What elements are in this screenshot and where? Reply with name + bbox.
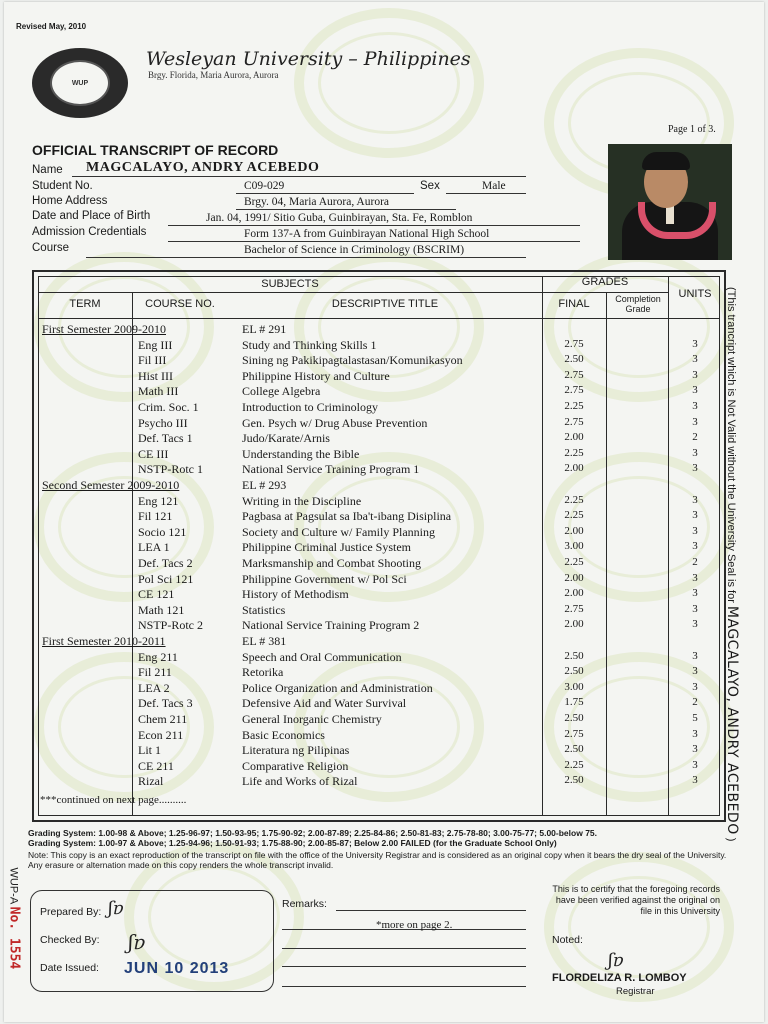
registrar-signature: ʃɐ [608, 950, 624, 971]
course-no-header: COURSE NO. [145, 298, 215, 310]
descriptive-title: Speech and Oral Communication [242, 649, 402, 664]
grading-system-1: Grading System: 1.00-98 & Above; 1.25-96-97; 1.50-93-95; 1.75-90-92; 2.00-87-89; 2.25-84-86; 2.50-81-83; 2.75-78-80; 3.00-75-77; 5.00-below 75. [28, 828, 598, 838]
descriptive-title: Study and Thinking Skills 1 [242, 337, 377, 352]
final-grade: 2.25 [564, 400, 584, 412]
descriptive-title: Basic Economics [242, 727, 325, 742]
descriptive-title: Sining ng Pakikipagtalastasan/Komunikasyon [242, 353, 463, 368]
control-number [4, 867, 24, 1000]
descriptive-title: EL # 291 [242, 322, 287, 336]
admission-label: Admission Credentials [32, 226, 147, 238]
course-no: Def. Tacs 3 [138, 696, 193, 711]
units-value: 2 [692, 696, 698, 709]
units-value: 3 [692, 337, 698, 350]
units-value: 2 [692, 431, 698, 444]
table-row [34, 540, 724, 556]
checked-by-label: Checked By: [40, 934, 100, 946]
final-grade: 2.00 [564, 587, 584, 600]
units-value: 3 [692, 493, 698, 506]
descriptive-title: National Service Training Program 1 [242, 462, 420, 477]
sex-label: Sex [420, 180, 440, 192]
course-no: CE III [138, 446, 169, 461]
table-row [34, 634, 724, 650]
university-seal-icon [32, 48, 128, 118]
units-header: UNITS [678, 288, 712, 300]
table-row [34, 338, 724, 354]
course-no: LEA 2 [138, 680, 170, 695]
student-no: C09-029 [244, 180, 285, 192]
table-row [34, 759, 724, 775]
descriptive-title: Understanding the Bible [242, 446, 360, 461]
descriptive-title: Society and Culture w/ Family Planning [242, 524, 435, 539]
subjects-header: SUBJECTS [261, 278, 319, 290]
course-no: Eng 121 [138, 493, 179, 508]
final-grade: 2.00 [564, 618, 584, 631]
descriptive-title: Pagbasa at Pagsulat sa Iba't-ibang Disiplina [242, 509, 452, 524]
wup-number: No. 1554 [6, 906, 22, 970]
units-value: 3 [692, 649, 698, 662]
course-no: Rizal [138, 774, 164, 789]
table-row [34, 681, 724, 697]
final-header: FINAL [558, 298, 590, 310]
units-value: 3 [692, 587, 698, 600]
course-no: Psycho III [138, 415, 188, 430]
table-row [34, 431, 724, 447]
prepared-signature: ʃɐ [108, 898, 124, 919]
course-no: Math III [138, 384, 179, 399]
table-row [34, 400, 724, 416]
validity-close: ) [725, 837, 737, 842]
final-grade: 2.25 [564, 446, 584, 459]
document-title: OFFICIAL TRANSCRIPT OF RECORD [32, 142, 279, 158]
course-no: NSTP-Rotc 2 [138, 618, 204, 633]
handwritten-name: MAGCALAYO, ANDRY ACEBEDO [724, 605, 740, 835]
checked-signature: ʃɐ [128, 930, 146, 954]
university-name: Wesleyan University – Philippines [146, 48, 471, 70]
course-no: LEA 1 [138, 540, 170, 555]
student-no-label: Student No. [32, 180, 93, 192]
descriptive-title: Retorika [242, 665, 284, 680]
term-header: TERM [69, 298, 101, 310]
units-value: 3 [692, 353, 698, 366]
descriptive-title: Philippine Government w/ Pol Sci [242, 571, 407, 586]
admission-value: Form 137-A from Guinbirayan National High School [244, 228, 490, 240]
course-no: Fil 211 [138, 665, 172, 680]
final-grade: 2.00 [564, 431, 584, 444]
table-row [34, 603, 724, 619]
final-grade: 2.50 [564, 774, 584, 787]
course-no: Eng 211 [138, 649, 178, 664]
reproduction-note: Note: This copy is an exact reproduction of the transcript on file with the office of the University Registrar and is considered as an original copy when it bears the dry seal of the University. Any erasure or alternation made on this copy renders the whole transcript invalid. [28, 850, 727, 870]
course-no: Hist III [138, 368, 173, 383]
grading-system [28, 828, 597, 848]
course-no: Pol Sci 121 [138, 571, 194, 586]
final-grade: 2.50 [564, 712, 584, 724]
descriptive-title: Philippine History and Culture [242, 368, 390, 383]
final-grade: 2.75 [564, 415, 584, 428]
units-value: 3 [692, 680, 698, 693]
course-label: Course [32, 242, 70, 254]
final-grade: 3.00 [564, 680, 584, 693]
final-grade: 2.25 [564, 758, 584, 771]
student-photo [608, 144, 732, 260]
units-value: 3 [692, 743, 698, 756]
units-value: 3 [692, 509, 698, 522]
units-value: 3 [692, 524, 698, 537]
final-grade: 1.75 [564, 696, 584, 709]
table-row [34, 478, 724, 494]
descriptive-title: Philippine Criminal Justice System [242, 540, 411, 555]
descriptive-title: Comparative Religion [242, 758, 349, 773]
wup-label: WUP-A [7, 867, 20, 904]
course-no: Crim. Soc. 1 [138, 400, 199, 414]
course-no: Lit 1 [138, 743, 161, 758]
units-value: 2 [692, 556, 698, 568]
table-row [34, 572, 724, 588]
descriptive-title: Literatura ng Pilipinas [242, 743, 350, 758]
table-row [34, 712, 724, 728]
units-value: 3 [692, 384, 698, 397]
date-stamp: JUN 10 2013 [124, 960, 230, 977]
descriptive-title: Life and Works of Rizal [242, 774, 358, 789]
descriptive-title: Statistics [242, 602, 286, 617]
table-row [34, 416, 724, 432]
units-value: 3 [692, 400, 698, 412]
remarks-label: Remarks: [282, 898, 327, 910]
descriptive-title: College Algebra [242, 384, 321, 399]
units-value: 3 [692, 415, 698, 428]
course-no: Socio 121 [138, 524, 187, 539]
descriptive-title: EL # 381 [242, 634, 287, 648]
units-value: 3 [692, 602, 698, 615]
course-no: Fil 121 [138, 509, 173, 524]
table-row [34, 525, 724, 541]
table-row [34, 587, 724, 603]
course-no: NSTP-Rotc 1 [138, 462, 204, 477]
table-row [34, 743, 724, 759]
final-grade: 2.50 [564, 353, 584, 366]
term-label: First Semester 2009-2010 [42, 322, 166, 336]
registrar-title: Registrar [616, 986, 655, 997]
table-row [34, 353, 724, 369]
descriptive-title-header: DESCRIPTIVE TITLE [331, 298, 439, 310]
term-label: Second Semester 2009-2010 [42, 478, 180, 492]
units-value: 3 [692, 446, 698, 459]
noted-label: Noted: [552, 934, 583, 946]
table-row [34, 494, 724, 510]
seal-center: WUP [50, 60, 110, 106]
units-value: 5 [692, 712, 698, 724]
units-value: 3 [692, 758, 698, 771]
descriptive-title: Gen. Psych w/ Drug Abuse Prevention [242, 415, 428, 430]
registrar-name: FLORDELIZA R. LOMBOY [552, 972, 687, 984]
course-no: Def. Tacs 1 [138, 431, 193, 446]
table-row [34, 696, 724, 712]
course-no: CE 211 [138, 758, 174, 773]
validity-text: (This trancript which is Not Valid without the University Seal is for [725, 287, 737, 603]
revision-note: Revised May, 2010 [16, 22, 87, 31]
name-label: Name [32, 164, 63, 176]
table-row [34, 384, 724, 400]
units-value: 3 [692, 665, 698, 678]
grading-system-2: Grading System: 1.00-97 & Above; 1.25-94-96; 1.50-91-93; 1.75-88-90; 2.00-85-87; Below 2.00 FAILED (for the Graduate School Only) [28, 838, 557, 848]
descriptive-title: EL # 293 [242, 478, 287, 492]
table-row [34, 618, 724, 634]
table-row [34, 322, 724, 338]
term-label: First Semester 2010-2011 [42, 634, 166, 648]
course-no: Chem 211 [138, 712, 188, 726]
sex-value: Male [482, 180, 506, 192]
final-grade: 2.75 [564, 337, 584, 350]
final-grade: 2.75 [564, 384, 584, 397]
units-value: 3 [692, 462, 698, 475]
final-grade: 2.75 [564, 368, 584, 381]
completion-header: Completion Grade [615, 294, 661, 314]
table-row [34, 665, 724, 681]
table-row [34, 447, 724, 463]
descriptive-title: General Inorganic Chemistry [242, 712, 382, 726]
continued-note: ***continued on next page.......... [40, 794, 187, 806]
units-value: 3 [692, 774, 698, 787]
descriptive-title: Judo/Karate/Arnis [242, 431, 330, 446]
descriptive-title: History of Methodism [242, 587, 349, 602]
grades-header: GRADES [581, 276, 629, 288]
final-grade: 2.25 [564, 493, 584, 506]
units-value: 3 [692, 571, 698, 584]
course-no: Def. Tacs 2 [138, 556, 193, 570]
final-grade: 2.75 [564, 602, 584, 615]
final-grade: 2.25 [564, 556, 584, 568]
descriptive-title: Marksmanship and Combat Shooting [242, 556, 421, 570]
watermark-seal [294, 8, 484, 158]
birth-value: Jan. 04, 1991/ Sitio Guba, Guinbirayan, Sta. Fe, Romblon [206, 212, 473, 224]
home-address-label: Home Address [32, 195, 108, 207]
descriptive-title: National Service Training Program 2 [242, 618, 420, 633]
final-grade: 2.00 [564, 462, 584, 475]
course-no: Fil III [138, 353, 167, 368]
descriptive-title: Police Organization and Administration [242, 680, 433, 695]
table-row [34, 509, 724, 525]
final-grade: 2.50 [564, 649, 584, 662]
final-grade: 2.25 [564, 509, 584, 522]
course-no: CE 121 [138, 587, 175, 602]
prepared-by-label: Prepared By: [40, 906, 102, 918]
course-no: Econ 211 [138, 727, 184, 742]
date-issued-label: Date Issued: [40, 962, 99, 974]
course-value: Bachelor of Science in Criminology (BSCRIM) [244, 244, 465, 256]
units-value: 3 [692, 368, 698, 381]
final-grade: 2.50 [564, 665, 584, 678]
final-grade: 2.75 [564, 727, 584, 740]
table-row [34, 462, 724, 478]
units-value: 3 [692, 727, 698, 740]
table-row [34, 650, 724, 666]
page-number: Page 1 of 3. [668, 124, 716, 135]
birth-label: Date and Place of Birth [32, 210, 151, 222]
more-on-page: *more on page 2. [376, 919, 453, 931]
table-row [34, 774, 724, 790]
table-row [34, 369, 724, 385]
certification-text: This is to certify that the foregoing records have been verified against the original on file in this University [552, 884, 720, 916]
course-no: Math 121 [138, 602, 185, 617]
units-value: 3 [692, 618, 698, 631]
student-name: MAGCALAYO, ANDRY ACEBEDO [86, 160, 320, 175]
final-grade: 3.00 [564, 540, 584, 553]
table-row [34, 728, 724, 744]
university-address: Brgy. Florida, Maria Aurora, Aurora [148, 70, 279, 80]
final-grade: 2.00 [564, 524, 584, 537]
course-no: Eng III [138, 337, 173, 352]
descriptive-title: Defensive Aid and Water Survival [242, 696, 407, 711]
validity-note [724, 284, 746, 842]
home-address: Brgy. 04, Maria Aurora, Aurora [244, 196, 389, 208]
final-grade: 2.50 [564, 743, 584, 756]
descriptive-title: Writing in the Discipline [242, 493, 362, 508]
descriptive-title: Introduction to Criminology [242, 400, 378, 414]
grades-table [32, 270, 726, 822]
table-row [34, 556, 724, 572]
final-grade: 2.00 [564, 571, 584, 584]
units-value: 3 [692, 540, 698, 553]
